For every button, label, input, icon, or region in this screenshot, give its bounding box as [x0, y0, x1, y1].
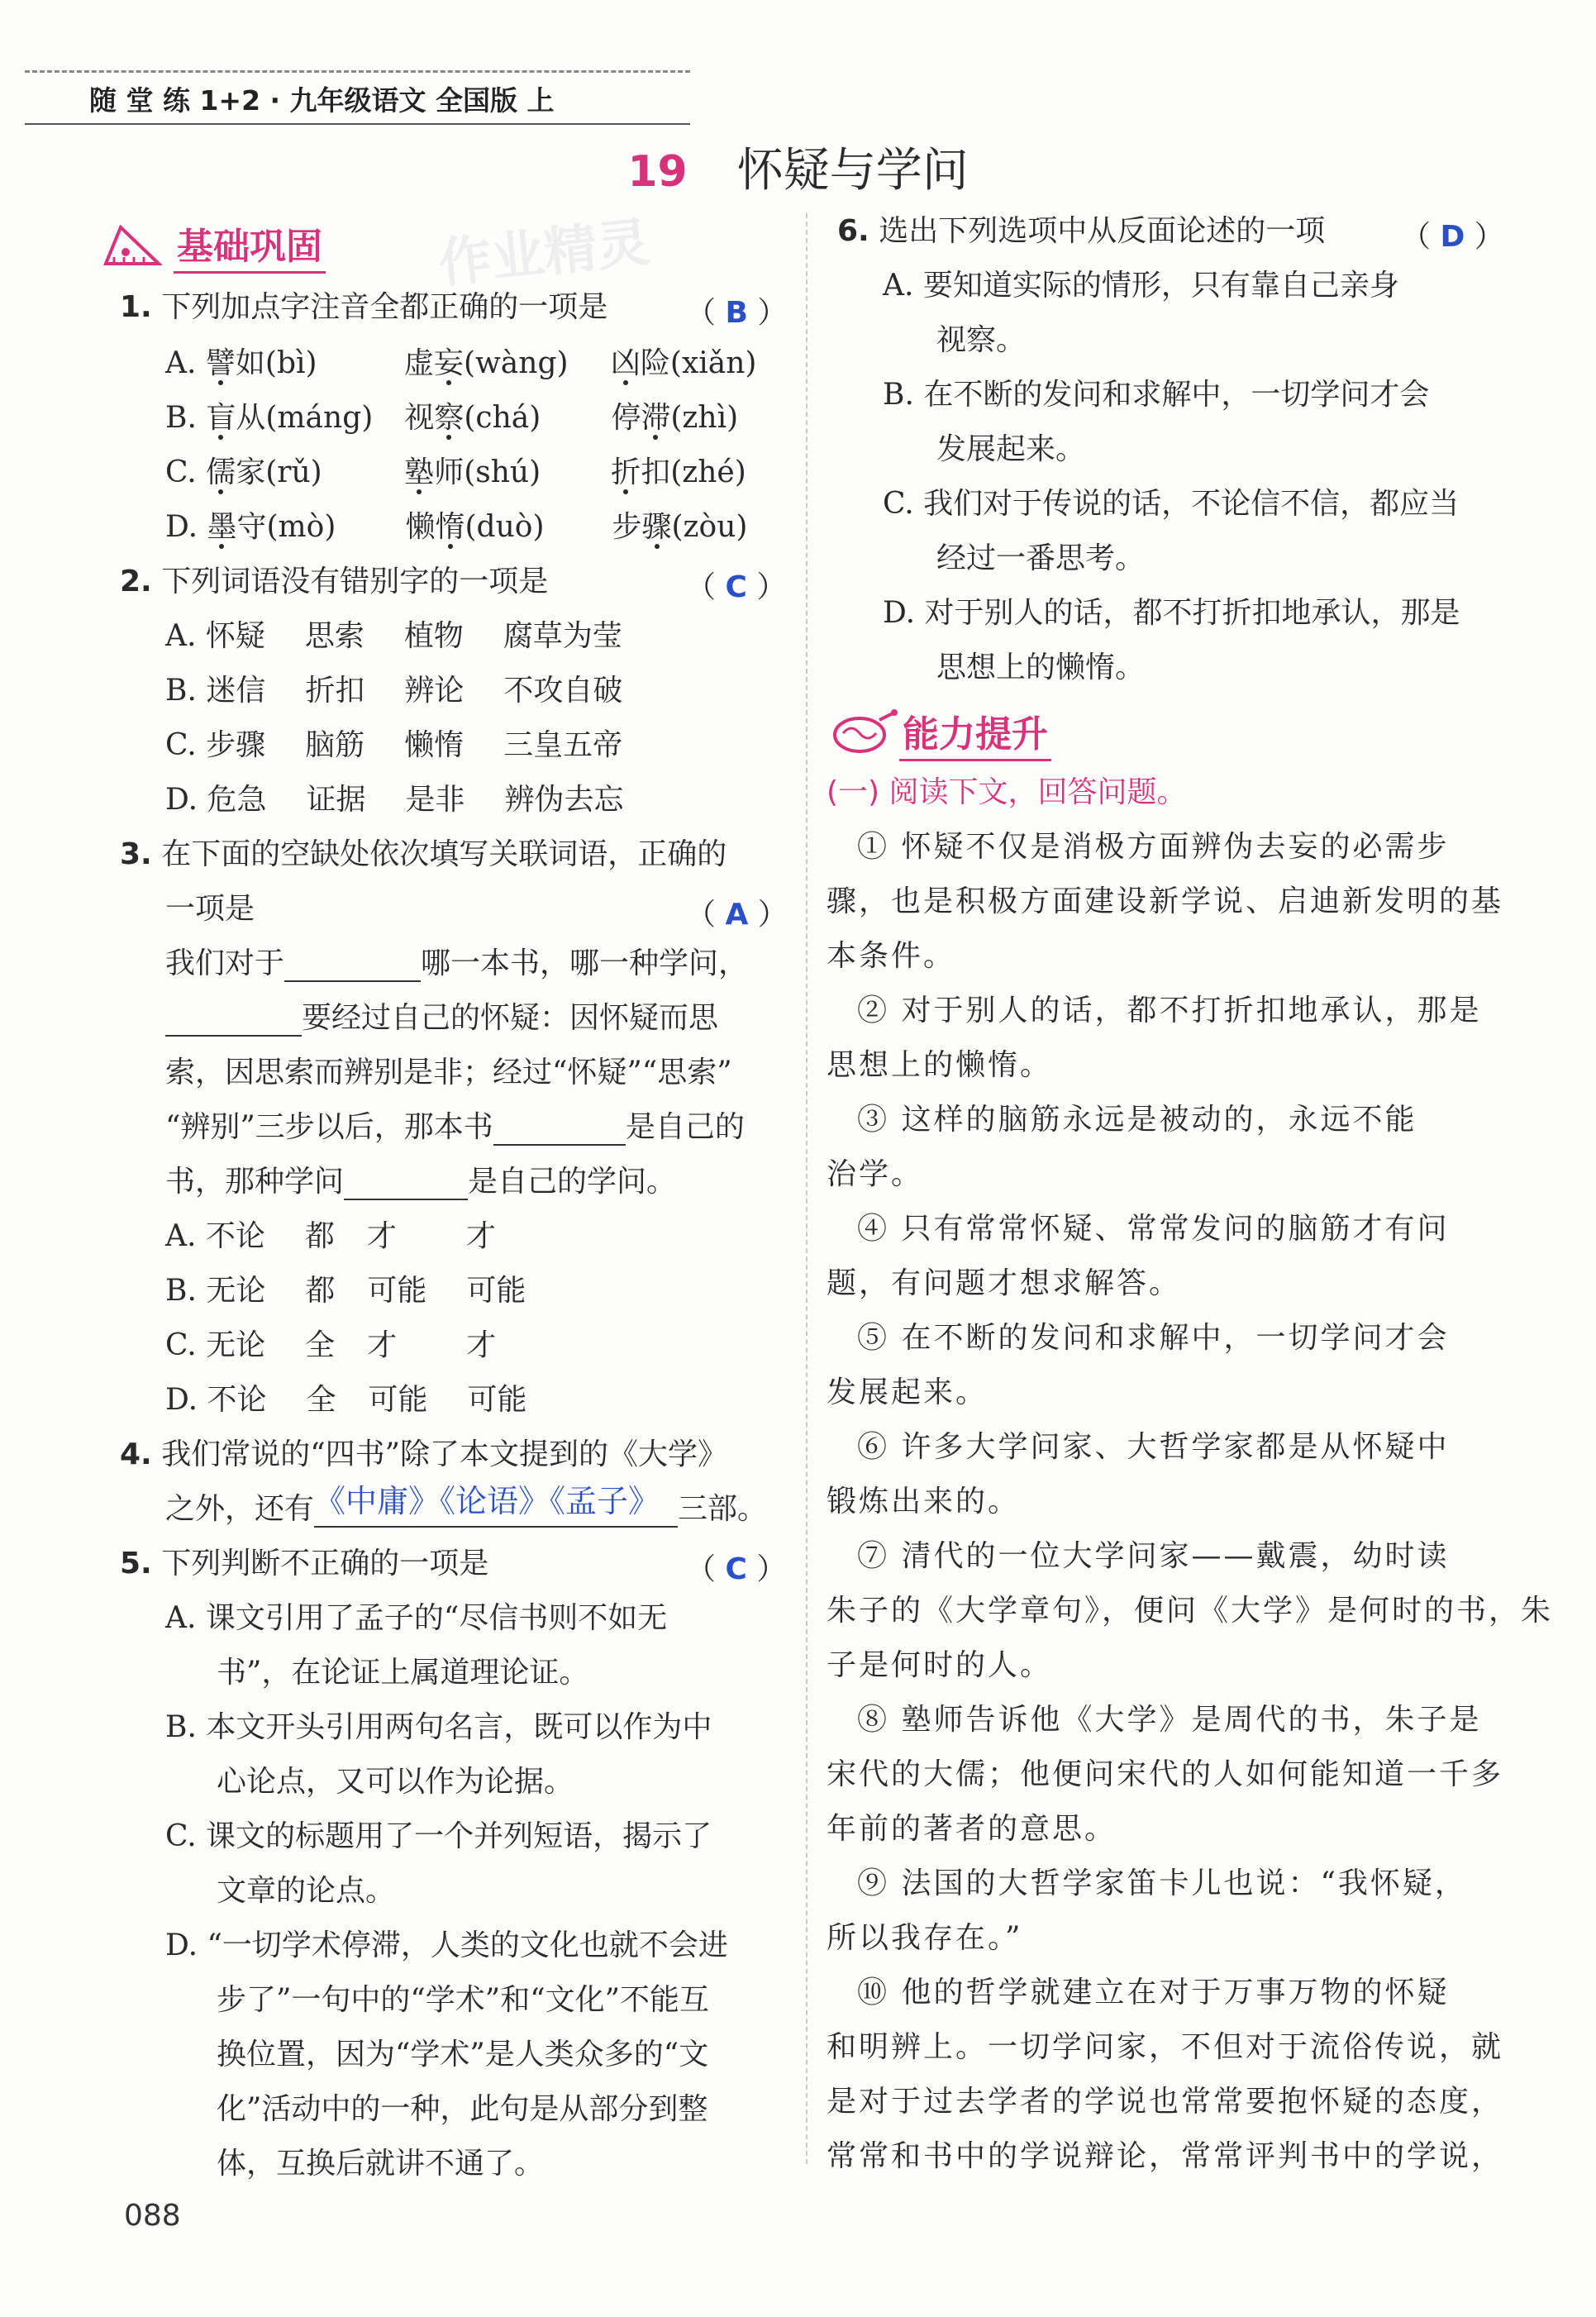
q2-option-d: D. 危急 证据 是非 辨伪去忘	[165, 783, 624, 817]
reading-line: 朱子的《大学章句》，便问《大学》是何时的书，朱	[827, 1594, 1554, 1628]
q1-answer: B	[725, 296, 748, 330]
q3-option-a: A. 不论 都 才 才	[165, 1219, 496, 1253]
running-header	[25, 70, 690, 125]
section-ability-header	[827, 704, 1051, 761]
q3-stem-cont: 一项是	[165, 892, 255, 926]
q6-option-c-line2: 经过一番思考。	[936, 541, 1146, 575]
q6-option-a-line2: 视察。	[936, 323, 1027, 357]
q3-passage-line3: 索，因思索而辨别是非；经过“怀疑”“思索”	[165, 1056, 732, 1089]
section-ability-label: 能力提升	[899, 704, 1051, 761]
q3-passage-line2: 要经过自己的怀疑：因怀疑而思	[165, 1000, 718, 1037]
q2-option-a: A. 怀疑 思索 植物 腐草为莹	[165, 619, 622, 653]
header-dash-line	[25, 70, 690, 73]
reading-line: ⑩ 他的哲学就建立在对于万事万物的怀疑	[857, 1976, 1450, 2009]
reading-line: 治学。	[827, 1157, 924, 1191]
reading-line: 题，有问题才想求解答。	[827, 1266, 1182, 1300]
watermark-logo: 作业精灵	[436, 212, 653, 296]
reading-line: ⑥ 许多大学问家、大哲学家都是从怀疑中	[857, 1430, 1450, 1464]
q3-passage-line1: 我们对于 哪一本书，哪一种学问，	[165, 946, 749, 980]
q2-option-b: B. 迷信 折扣 辨论 不攻自破	[165, 674, 623, 708]
column-divider	[806, 213, 808, 2164]
q6-option-c-line1: C. 我们对于传说的话，不论信不信，都应当	[883, 487, 1460, 521]
reading-line: ③ 这样的脑筋永远是被动的，永远不能	[857, 1103, 1417, 1137]
reading-line: ⑨ 法国的大哲学家笛卡儿也说：“我怀疑，	[857, 1866, 1467, 1900]
q3-option-b: B. 无论 都 可能 可能	[165, 1274, 526, 1308]
q5-option-d-line1: D. “一切学术停滞，人类的文化也就不会进	[165, 1928, 728, 1962]
q1-option-a: A. 譬如(bì) 虚妄(wàng) 凶险(xiǎn)	[165, 346, 757, 380]
q5-option-d-line3: 换位置，因为“学术”是人类众多的“文	[217, 2038, 709, 2071]
q4-handwritten-answer: 《中庸》《论语》《孟子》	[314, 1483, 660, 1519]
q2-option-c: C. 步骤 脑筋 懒惰 三皇五帝	[165, 728, 623, 762]
q3-passage-line4: “辨别”三步以后，那本书 是自己的	[165, 1110, 745, 1144]
reading-line: 和明辨上。一切学问家，不但对于流俗传说，就	[827, 2030, 1504, 2064]
q1-stem: 1. 下列加点字注音全都正确的一项是	[120, 290, 608, 324]
q3-option-c: C. 无论 全 才 才	[165, 1328, 497, 1362]
q3-option-d: D. 不论 全 可能 可能	[165, 1383, 527, 1417]
section-basic-header	[101, 217, 326, 274]
q3-stem: 3. 在下面的空缺处依次填写关联词语，正确的	[120, 837, 727, 871]
reading-subhead: (一) 阅读下文，回答问题。	[827, 775, 1187, 809]
q1-answer-bracket: （ B ）	[686, 296, 788, 330]
q3-passage-line5: 书，那种学问 是自己的学问。	[165, 1165, 677, 1199]
lesson-title-text: 怀疑与学问	[736, 144, 969, 198]
q6-option-d-line2: 思想上的懒惰。	[936, 651, 1146, 684]
reading-line: ④ 只有常常怀疑、常常发问的脑筋才有问	[857, 1212, 1450, 1246]
header-text: 随 堂 练 1+2 · 九年级语文 全国版 上	[89, 84, 555, 117]
q5-answer: C	[725, 1552, 747, 1586]
reading-line: ② 对于别人的话，都不打折扣地承认，那是	[857, 994, 1482, 1027]
q4-stem: 4. 我们常说的“四书”除了本文提到的《大学》	[120, 1437, 727, 1471]
q5-stem: 5. 下列判断不正确的一项是	[120, 1547, 489, 1580]
q6-option-b-line2: 发展起来。	[936, 432, 1086, 466]
q5-option-a-line2: 书”，在论证上属道理论证。	[217, 1656, 589, 1690]
q6-option-d-line1: D. 对于别人的话，都不打折扣地承认，那是	[883, 596, 1460, 630]
q5-option-c-line1: C. 课文的标题用了一个并列短语，揭示了	[165, 1819, 712, 1853]
q3-answer: A	[725, 898, 749, 932]
q5-option-d-line2: 步了”一句中的“学术”和“文化”不能互	[217, 1983, 710, 2017]
lesson-number: 19	[627, 147, 688, 197]
q5-answer-bracket: （ C ）	[686, 1552, 787, 1586]
q5-option-c-line2: 文章的论点。	[217, 1874, 396, 1908]
reading-line: 发展起来。	[827, 1375, 989, 1409]
q2-stem: 2. 下列词语没有错别字的一项是	[120, 565, 549, 598]
q6-option-b-line1: B. 在不断的发问和求解中，一切学问才会	[883, 378, 1430, 412]
q6-stem: 6. 选出下列选项中从反面论述的一项	[837, 214, 1326, 248]
q2-answer-bracket: （ C ）	[686, 570, 787, 604]
q2-answer: C	[725, 570, 747, 604]
q3-answer-bracket: （ A ）	[686, 898, 788, 932]
q6-answer-bracket: （ D ）	[1401, 220, 1504, 254]
reading-line: ⑤ 在不断的发问和求解中，一切学问才会	[857, 1321, 1450, 1355]
q5-option-d-line5: 体，互换后就讲不通了。	[217, 2147, 545, 2181]
reading-line: 所以我存在。”	[827, 1921, 1023, 1955]
reading-line: ⑧ 塾师告诉他《大学》是周代的书，朱子是	[857, 1703, 1482, 1737]
reading-line: 年前的著者的意思。	[827, 1812, 1117, 1846]
reading-line: 思想上的懒惰。	[827, 1048, 1053, 1082]
q1-option-c: C. 儒家(rǔ) 塾师(shú) 折扣(zhé)	[165, 455, 746, 489]
q5-option-d-line4: 化”活动中的一种，此句是从部分到整	[217, 2092, 708, 2126]
brain-icon	[827, 708, 899, 758]
q5-option-b-line1: B. 本文开头引用两句名言，既可以作为中	[165, 1710, 712, 1744]
reading-line: 本条件。	[827, 939, 956, 973]
q3-blank-1[interactable]	[284, 951, 421, 982]
reading-line: 子是何时的人。	[827, 1648, 1053, 1682]
reading-line: 骤，也是积极方面建设新学说、启迪新发明的基	[827, 884, 1504, 918]
header-rule	[25, 123, 690, 125]
q4-stem-cont: 之外，还有 《中庸》《论语》《孟子》 三部。	[165, 1483, 768, 1526]
q1-option-d: D. 墨守(mò) 懒惰(duò) 步骤(zòu)	[165, 510, 748, 544]
section-basic-label: 基础巩固	[174, 217, 326, 274]
page-number: 088	[124, 2199, 181, 2233]
q1-option-b: B. 盲从(máng) 视察(chá) 停滞(zhì)	[165, 401, 739, 435]
reading-line: 常常和书中的学说辩论，常常评判书中的学说，	[827, 2139, 1504, 2173]
q6-answer: D	[1440, 220, 1465, 254]
q3-blank-3[interactable]	[493, 1114, 626, 1146]
q5-option-a-line1: A. 课文引用了孟子的“尽信书则不如无	[165, 1601, 668, 1635]
reading-line: ① 怀疑不仅是消极方面辨伪去妄的必需步	[857, 830, 1450, 864]
ruler-triangle-icon	[101, 221, 174, 270]
reading-line: ⑦ 清代的一位大学问家——戴震，幼时读	[857, 1539, 1450, 1573]
q3-blank-2[interactable]	[165, 1005, 302, 1037]
q3-blank-4[interactable]	[344, 1169, 468, 1200]
lesson-title	[0, 134, 1596, 200]
reading-line: 宋代的大儒；他便问宋代的人如何能知道一千多	[827, 1757, 1504, 1791]
reading-line: 是对于过去学者的学说也常常要抱怀疑的态度，	[827, 2085, 1504, 2119]
q6-option-a-line1: A. 要知道实际的情形，只有靠自己亲身	[883, 269, 1399, 303]
q5-option-b-line2: 心论点，又可以作为论据。	[217, 1765, 574, 1799]
reading-line: 锻炼出来的。	[827, 1485, 1021, 1518]
